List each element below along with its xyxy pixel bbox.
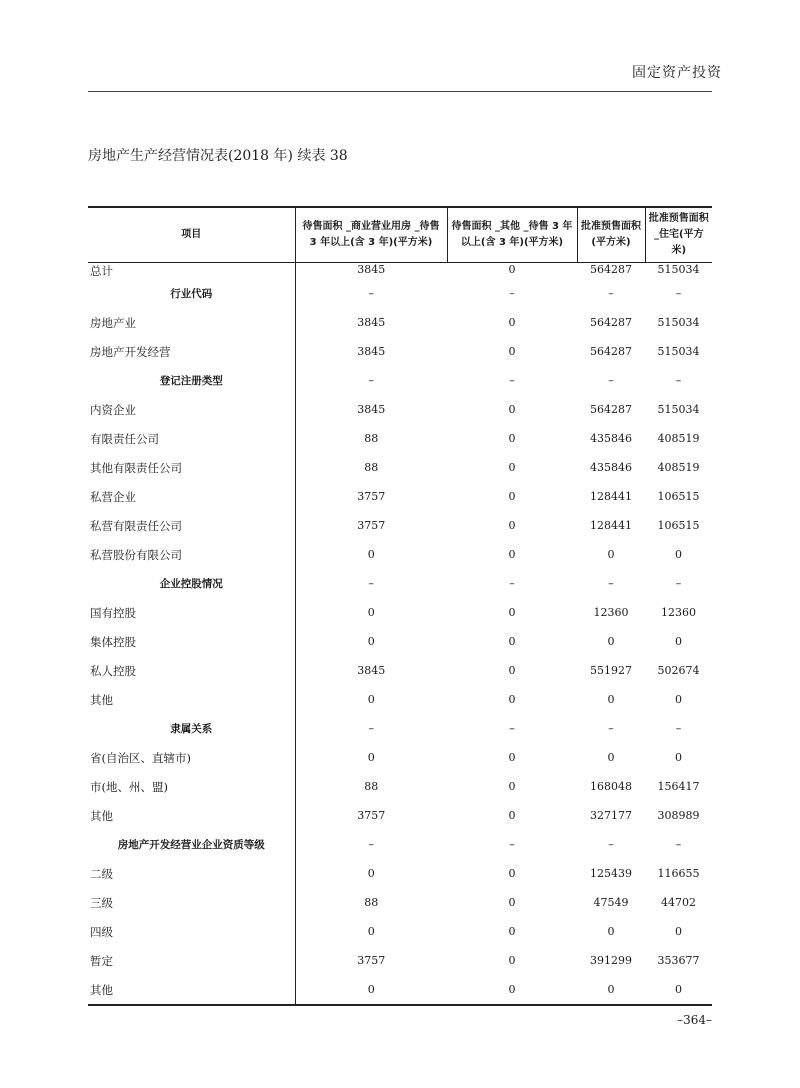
cell-value: 391299 — [590, 954, 632, 967]
cell-value: 0 — [645, 975, 712, 1005]
cell-value: – — [608, 287, 614, 300]
cell-value: 88 — [295, 453, 447, 482]
cell-value: – — [295, 569, 447, 598]
row-label: 市(地、州、盟) — [90, 779, 168, 794]
cell-value: – — [509, 287, 515, 300]
row-label: 总计 — [90, 264, 113, 278]
cell-value: 3845 — [295, 656, 447, 685]
cell-value: 128441 — [590, 490, 632, 503]
cell-value: 0 — [295, 627, 447, 656]
table-row — [88, 917, 712, 946]
cell-value: 0 — [295, 859, 447, 888]
cell-value: 0 — [675, 925, 682, 938]
cell-value: 0 — [508, 316, 516, 329]
cell-value: 564287 — [590, 316, 632, 329]
table-title: 房地产生产经营情况表(2018 年) 续表 38 — [88, 148, 348, 164]
cell-value: 564287 — [590, 345, 632, 358]
cell-value: 0 — [508, 403, 516, 416]
cell-value: 0 — [577, 975, 645, 1005]
table-row — [88, 395, 712, 424]
cell-value: 435846 — [590, 432, 632, 445]
cell-value: 515034 — [657, 263, 700, 276]
cell-value: – — [295, 366, 447, 395]
section-label: 房地产开发经营业企业资质等级 — [117, 839, 265, 851]
cell-value: 3757 — [295, 482, 447, 511]
cell-value: – — [509, 838, 515, 851]
cell-value: 353677 — [657, 954, 700, 967]
cell-value: 308989 — [657, 809, 700, 822]
cell-value: 327177 — [590, 809, 632, 822]
cell-value: 564287 — [590, 403, 632, 416]
cell-value: 408519 — [657, 461, 700, 474]
row-label: 房地产业 — [90, 315, 136, 330]
cell-value: – — [608, 722, 614, 735]
column-header: 待售面积 _商业营业用房 _待售 3 年以上(含 3 年)(平方米) — [295, 207, 447, 263]
cell-value: 551927 — [590, 664, 632, 677]
cell-value: 0 — [675, 635, 682, 648]
cell-value: 0 — [508, 954, 516, 967]
row-label: 其他有限责任公司 — [90, 460, 182, 475]
cell-value: 0 — [675, 751, 682, 764]
cell-value: 0 — [607, 925, 615, 938]
column-header: 批准预售面积(平方米) — [577, 207, 645, 263]
cell-value: 515034 — [657, 403, 700, 416]
cell-value: 88 — [295, 888, 447, 917]
table-row — [88, 627, 712, 656]
cell-value: 515034 — [657, 316, 700, 329]
cell-value: 128441 — [590, 519, 632, 532]
column-header: 批准预售面积 _住宅(平方米) — [645, 207, 712, 263]
table-row — [88, 482, 712, 511]
table-row — [88, 743, 712, 772]
cell-value: 0 — [295, 540, 447, 569]
cell-value: 3757 — [295, 801, 447, 830]
cell-value: 106515 — [657, 490, 700, 503]
cell-value: 125439 — [590, 867, 632, 880]
column-header: 待售面积 _其他 _待售 3 年以上(含 3 年)(平方米) — [447, 207, 577, 263]
cell-value: 0 — [295, 743, 447, 772]
row-label: 房地产开发经营 — [90, 344, 171, 359]
cell-value: 0 — [607, 751, 615, 764]
cell-value: 0 — [447, 975, 577, 1005]
cell-value: 3845 — [295, 308, 447, 337]
cell-value: 3757 — [295, 511, 447, 540]
table-row — [88, 685, 712, 714]
cell-value: – — [509, 722, 515, 735]
cell-value: – — [675, 374, 682, 387]
cell-value: 0 — [295, 975, 447, 1005]
row-label: 私营企业 — [90, 489, 136, 504]
cell-value: 116655 — [657, 867, 700, 880]
cell-value: 0 — [295, 685, 447, 714]
cell-value: 0 — [607, 548, 615, 561]
cell-value: 0 — [508, 519, 516, 532]
cell-value: – — [295, 279, 447, 308]
row-label: 省(自治区、直辖市) — [90, 750, 191, 765]
cell-value: – — [295, 830, 447, 859]
cell-value: 0 — [508, 432, 516, 445]
row-label: 有限责任公司 — [90, 431, 159, 446]
row-label: 四级 — [90, 924, 113, 939]
cell-value: 0 — [508, 867, 516, 880]
cell-value: 502674 — [657, 664, 700, 677]
row-label: 内资企业 — [90, 402, 136, 417]
section-label: 行业代码 — [170, 288, 213, 300]
table-row — [88, 540, 712, 569]
cell-value: 0 — [508, 751, 516, 764]
table-row — [88, 975, 712, 1005]
cell-value: 515034 — [657, 345, 700, 358]
row-label: 其他 — [90, 808, 113, 823]
cell-value: – — [608, 577, 614, 590]
cell-value: 0 — [508, 490, 516, 503]
cell-value: 12360 — [661, 606, 696, 619]
cell-value: 3845 — [295, 263, 447, 280]
cell-value: 0 — [607, 635, 615, 648]
table-row — [88, 888, 712, 917]
cell-value: 106515 — [657, 519, 700, 532]
table-row — [88, 598, 712, 627]
row-label: 私营有限责任公司 — [90, 518, 182, 533]
column-header: 项目 — [88, 207, 295, 263]
row-label: 私人控股 — [90, 663, 136, 678]
cell-value: 168048 — [590, 780, 632, 793]
cell-value: 0 — [508, 263, 516, 276]
cell-value: – — [608, 838, 614, 851]
cell-value: 0 — [508, 635, 516, 648]
row-label: 暂定 — [90, 953, 113, 968]
section-label: 企业控股情况 — [159, 578, 223, 590]
cell-value: 408519 — [657, 432, 700, 445]
table-row — [88, 424, 712, 453]
section-row — [88, 279, 712, 308]
cell-value: 0 — [508, 548, 516, 561]
table-row — [88, 859, 712, 888]
cell-value: 0 — [295, 598, 447, 627]
cell-value: 0 — [508, 925, 516, 938]
cell-value: 0 — [508, 896, 516, 909]
table-row — [88, 337, 712, 366]
page-number: –364– — [677, 1013, 712, 1027]
table-row — [88, 946, 712, 975]
cell-value: – — [675, 838, 682, 851]
section-row — [88, 714, 712, 743]
row-label: 国有控股 — [90, 605, 136, 620]
table-row — [88, 772, 712, 801]
cell-value: – — [509, 374, 515, 387]
table-row — [88, 453, 712, 482]
section-row — [88, 569, 712, 598]
section-label: 登记注册类型 — [159, 375, 223, 387]
cell-value: 88 — [295, 424, 447, 453]
cell-value: 0 — [508, 693, 516, 706]
cell-value: 88 — [295, 772, 447, 801]
table-header-row — [88, 207, 712, 263]
row-label: 其他 — [88, 975, 295, 1005]
cell-value: 0 — [675, 693, 682, 706]
cell-value: – — [675, 722, 682, 735]
table-body — [88, 263, 712, 1006]
cell-value: 3845 — [295, 395, 447, 424]
row-label: 集体控股 — [90, 634, 136, 649]
cell-value: 47549 — [593, 896, 629, 909]
running-header-section: 固定资产投资 — [632, 65, 722, 81]
table-row — [88, 263, 712, 280]
section-label: 隶属关系 — [170, 723, 213, 735]
section-row — [88, 366, 712, 395]
cell-value: 3845 — [295, 337, 447, 366]
cell-value: 0 — [508, 780, 516, 793]
cell-value: 12360 — [593, 606, 629, 619]
cell-value: – — [608, 374, 614, 387]
header-rule — [88, 91, 712, 92]
table-row — [88, 308, 712, 337]
cell-value: 156417 — [657, 780, 700, 793]
row-label: 三级 — [90, 895, 113, 910]
cell-value: 0 — [508, 606, 516, 619]
section-row — [88, 830, 712, 859]
cell-value: 0 — [508, 809, 516, 822]
cell-value: 435846 — [590, 461, 632, 474]
cell-value: 564287 — [590, 263, 632, 276]
cell-value: 0 — [607, 693, 615, 706]
table-row — [88, 801, 712, 830]
cell-value: – — [295, 714, 447, 743]
cell-value: 0 — [295, 917, 447, 946]
cell-value: – — [509, 577, 515, 590]
row-label: 私营股份有限公司 — [90, 547, 182, 562]
table-row — [88, 656, 712, 685]
cell-value: 0 — [675, 548, 682, 561]
cell-value: 0 — [508, 345, 516, 358]
cell-value: 0 — [508, 461, 516, 474]
cell-value: 3757 — [295, 946, 447, 975]
cell-value: 44702 — [661, 896, 696, 909]
row-label: 其他 — [90, 692, 113, 707]
cell-value: – — [675, 287, 682, 300]
table-row — [88, 511, 712, 540]
cell-value: 0 — [508, 664, 516, 677]
row-label: 二级 — [90, 866, 113, 881]
data-table — [88, 206, 712, 1006]
cell-value: – — [675, 577, 682, 590]
